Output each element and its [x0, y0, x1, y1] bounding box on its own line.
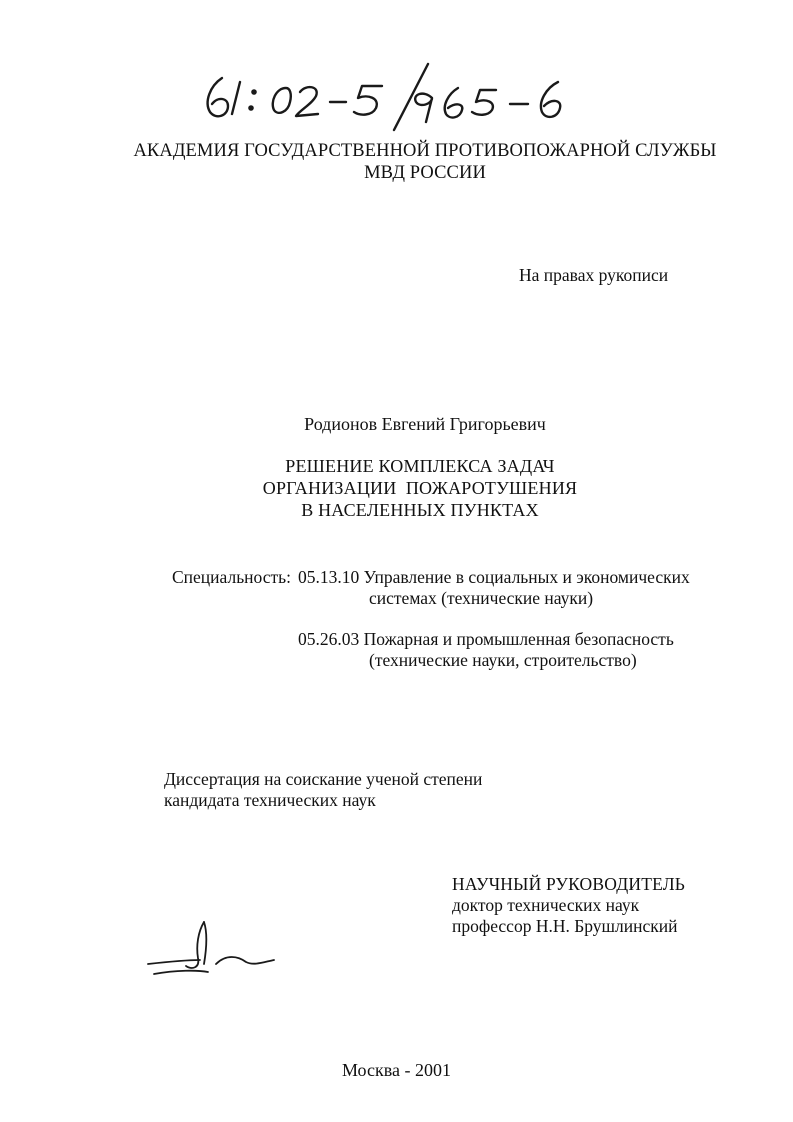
city-year: Москва - 2001 — [342, 1060, 451, 1080]
institution-line-1: АКАДЕМИЯ ГОСУДАРСТВЕННОЙ ПРОТИВОПОЖАРНОЙ СЛУЖБЫ — [133, 141, 717, 161]
call-number-handwriting — [196, 58, 616, 132]
title-line-1: РЕШЕНИЕ КОМПЛЕКСА ЗАДАЧ — [285, 456, 555, 476]
title-line-2: ОРГАНИЗАЦИИ ПОЖАРОТУШЕНИЯ — [262, 478, 578, 498]
handwritten-call-number — [196, 58, 616, 132]
degree-line-1: Диссертация на соискание ученой степени — [164, 769, 483, 789]
specialty-2-line-1: 05.26.03 Пожарная и промышленная безопасность — [298, 629, 674, 649]
specialty-label: Специальность: — [172, 567, 291, 587]
title-line-3: В НАСЕЛЕННЫХ ПУНКТАХ — [301, 500, 539, 520]
dissertation-title — [140, 455, 700, 521]
advisor-title-name: профессор Н.Н. Брушлинский — [452, 916, 678, 936]
advisor-degree: доктор технических наук — [452, 895, 640, 915]
signature-stroke — [146, 918, 278, 980]
institution-line-2: МВД РОССИИ — [364, 163, 486, 183]
scientific-advisor — [452, 874, 685, 937]
rights-note: На правах рукописи — [519, 265, 669, 285]
specialty-1-line-2: системах (технические науки) — [369, 588, 594, 608]
institution-name — [120, 140, 730, 184]
advisor-heading: НАУЧНЫЙ РУКОВОДИТЕЛЬ — [452, 874, 686, 894]
specialty-2-line-2: (технические науки, строительство) — [369, 650, 637, 670]
author-name: Родионов Евгений Григорьевич — [304, 414, 546, 434]
handwritten-signature — [146, 918, 278, 980]
specialty-1-line-1: 05.13.10 Управление в социальных и экономических — [298, 567, 690, 587]
degree-line-2: кандидата технических наук — [164, 790, 376, 810]
degree-statement — [164, 769, 482, 811]
